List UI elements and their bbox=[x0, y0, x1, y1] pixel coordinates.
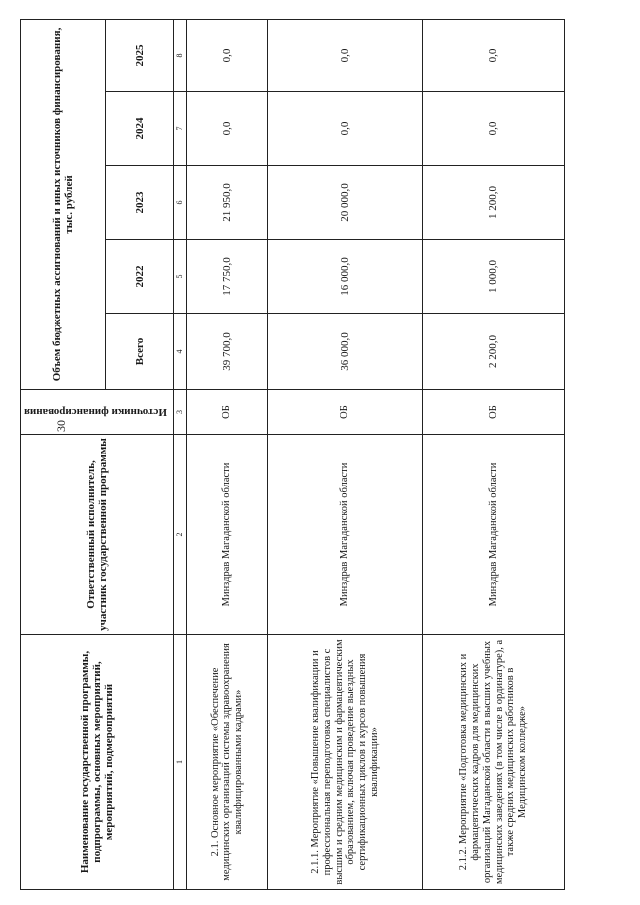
row-responsible: Минздрав Магаданской области bbox=[423, 435, 565, 635]
row-name: 2.1. Основное мероприятие «Обеспечение медицинских организаций системы здравоохранения квалифицированными кадрами» bbox=[187, 635, 268, 890]
page-number: 30 bbox=[54, 420, 68, 432]
rotated-page-content bbox=[20, 20, 565, 890]
row-source: ОБ bbox=[268, 390, 423, 435]
table-row bbox=[423, 19, 565, 889]
row-2023: 20 000,0 bbox=[268, 166, 423, 240]
header-source-text: Источники финансирования bbox=[23, 406, 167, 419]
column-number: 2 bbox=[174, 435, 187, 635]
funding-table bbox=[20, 19, 565, 890]
header-2024: 2024 bbox=[106, 92, 174, 166]
header-2022: 2022 bbox=[106, 240, 174, 314]
column-number-row bbox=[174, 19, 187, 889]
row-responsible: Минздрав Магаданской области bbox=[187, 435, 268, 635]
table-row bbox=[187, 19, 268, 889]
row-2022: 1 000,0 bbox=[423, 240, 565, 314]
row-responsible: Минздрав Магаданской области bbox=[268, 435, 423, 635]
header-volume: Объем бюджетных ассигнований и иных источников финансирования, тыс. рублей bbox=[21, 19, 106, 389]
column-number: 7 bbox=[174, 92, 187, 166]
row-2024: 0,0 bbox=[423, 92, 565, 166]
header-responsible: Ответственный исполнитель, участник государственной программы bbox=[21, 435, 174, 635]
table-row bbox=[268, 19, 423, 889]
row-2025: 0,0 bbox=[423, 19, 565, 91]
row-2025: 0,0 bbox=[268, 19, 423, 91]
header-name: Наименование государственной программы, подпрограммы, основных мероприятий, мероприятий, подмероприятий bbox=[21, 635, 174, 890]
row-2024: 0,0 bbox=[268, 92, 423, 166]
row-name: 2.1.2. Мероприятие «Подготовка медицинских и фармацевтических кадров для медицинских организаций Магаданской области в высших учебных медицинских заведениях (в том числе в ординатуре), а также средних медицинских работников в Медицинском колледже» bbox=[423, 635, 565, 890]
row-total: 39 700,0 bbox=[187, 314, 268, 390]
header-2025: 2025 bbox=[106, 19, 174, 91]
row-2025: 0,0 bbox=[187, 19, 268, 91]
column-number: 8 bbox=[174, 19, 187, 91]
row-2022: 17 750,0 bbox=[187, 240, 268, 314]
header-source bbox=[21, 390, 174, 435]
row-source: ОБ bbox=[187, 390, 268, 435]
row-name: 2.1.1. Мероприятие «Повышение квалификации и профессиональная переподготовка специалистов с высшим и средним медицинским и фармацевтическим образованием, включая проведение выездных сертификационных циклов и курсов повышения квалификации» bbox=[268, 635, 423, 890]
row-total: 2 200,0 bbox=[423, 314, 565, 390]
row-2023: 1 200,0 bbox=[423, 166, 565, 240]
column-number: 6 bbox=[174, 166, 187, 240]
column-number: 5 bbox=[174, 240, 187, 314]
header-2023: 2023 bbox=[106, 166, 174, 240]
row-2023: 21 950,0 bbox=[187, 166, 268, 240]
row-2022: 16 000,0 bbox=[268, 240, 423, 314]
row-2024: 0,0 bbox=[187, 92, 268, 166]
header-total: Всего bbox=[106, 314, 174, 390]
column-number: 4 bbox=[174, 314, 187, 390]
row-source: ОБ bbox=[423, 390, 565, 435]
column-number: 3 bbox=[174, 390, 187, 435]
column-number: 1 bbox=[174, 635, 187, 890]
row-total: 36 000,0 bbox=[268, 314, 423, 390]
